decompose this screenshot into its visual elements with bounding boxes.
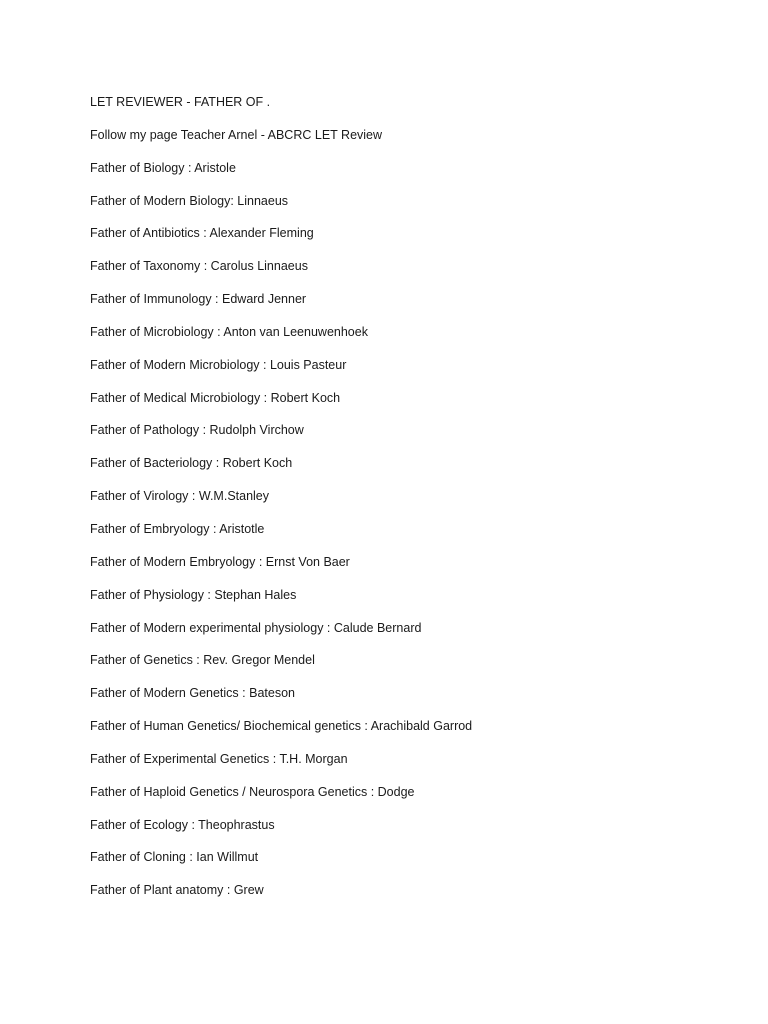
text-line: Father of Immunology : Edward Jenner [90,292,307,307]
text-line: Father of Experimental Genetics : T.H. Morgan [90,751,348,766]
text-line: Father of Microbiology : Anton van Leenuwenhoek [90,324,368,339]
text-line: Father of Modern Biology: Linnaeus [90,193,289,208]
document-body [90,92,730,913]
text-line: Father of Modern Microbiology : Louis Pasteur [90,357,347,372]
text-line: Father of Modern experimental physiology : Calude Bernard [90,620,422,635]
text-line: Father of Bacteriology : Robert Koch [90,456,293,471]
text-line: Father of Plant anatomy : Grew [90,883,264,898]
document-title: LET REVIEWER - FATHER OF . [90,95,271,109]
text-line: Father of Virology : W.M.Stanley [90,489,270,504]
text-line: Father of Embryology : Aristotle [90,521,265,536]
text-line: Father of Taxonomy : Carolus Linnaeus [90,259,308,274]
text-line: Father of Modern Embryology : Ernst Von Baer [90,554,350,569]
text-line: Father of Human Genetics/ Biochemical genetics : Arachibald Garrod [90,719,473,734]
text-line: Father of Antibiotics : Alexander Fleming [90,226,314,241]
text-line: Father of Medical Microbiology : Robert Koch [90,390,341,405]
text-line: Father of Haploid Genetics / Neurospora Genetics : Dodge [90,784,415,799]
text-line: Father of Biology : Aristole [90,160,236,175]
text-line: Father of Physiology : Stephan Hales [90,587,297,602]
document-subtitle: Follow my page Teacher Arnel - ABCRC LET Review [90,127,383,142]
text-line: Father of Cloning : Ian Willmut [90,850,259,865]
text-line: Father of Pathology : Rudolph Virchow [90,423,304,438]
text-line: Father of Modern Genetics : Bateson [90,686,295,701]
text-line: Father of Genetics : Rev. Gregor Mendel [90,653,315,668]
text-line: Father of Ecology : Theophrastus [90,817,275,832]
